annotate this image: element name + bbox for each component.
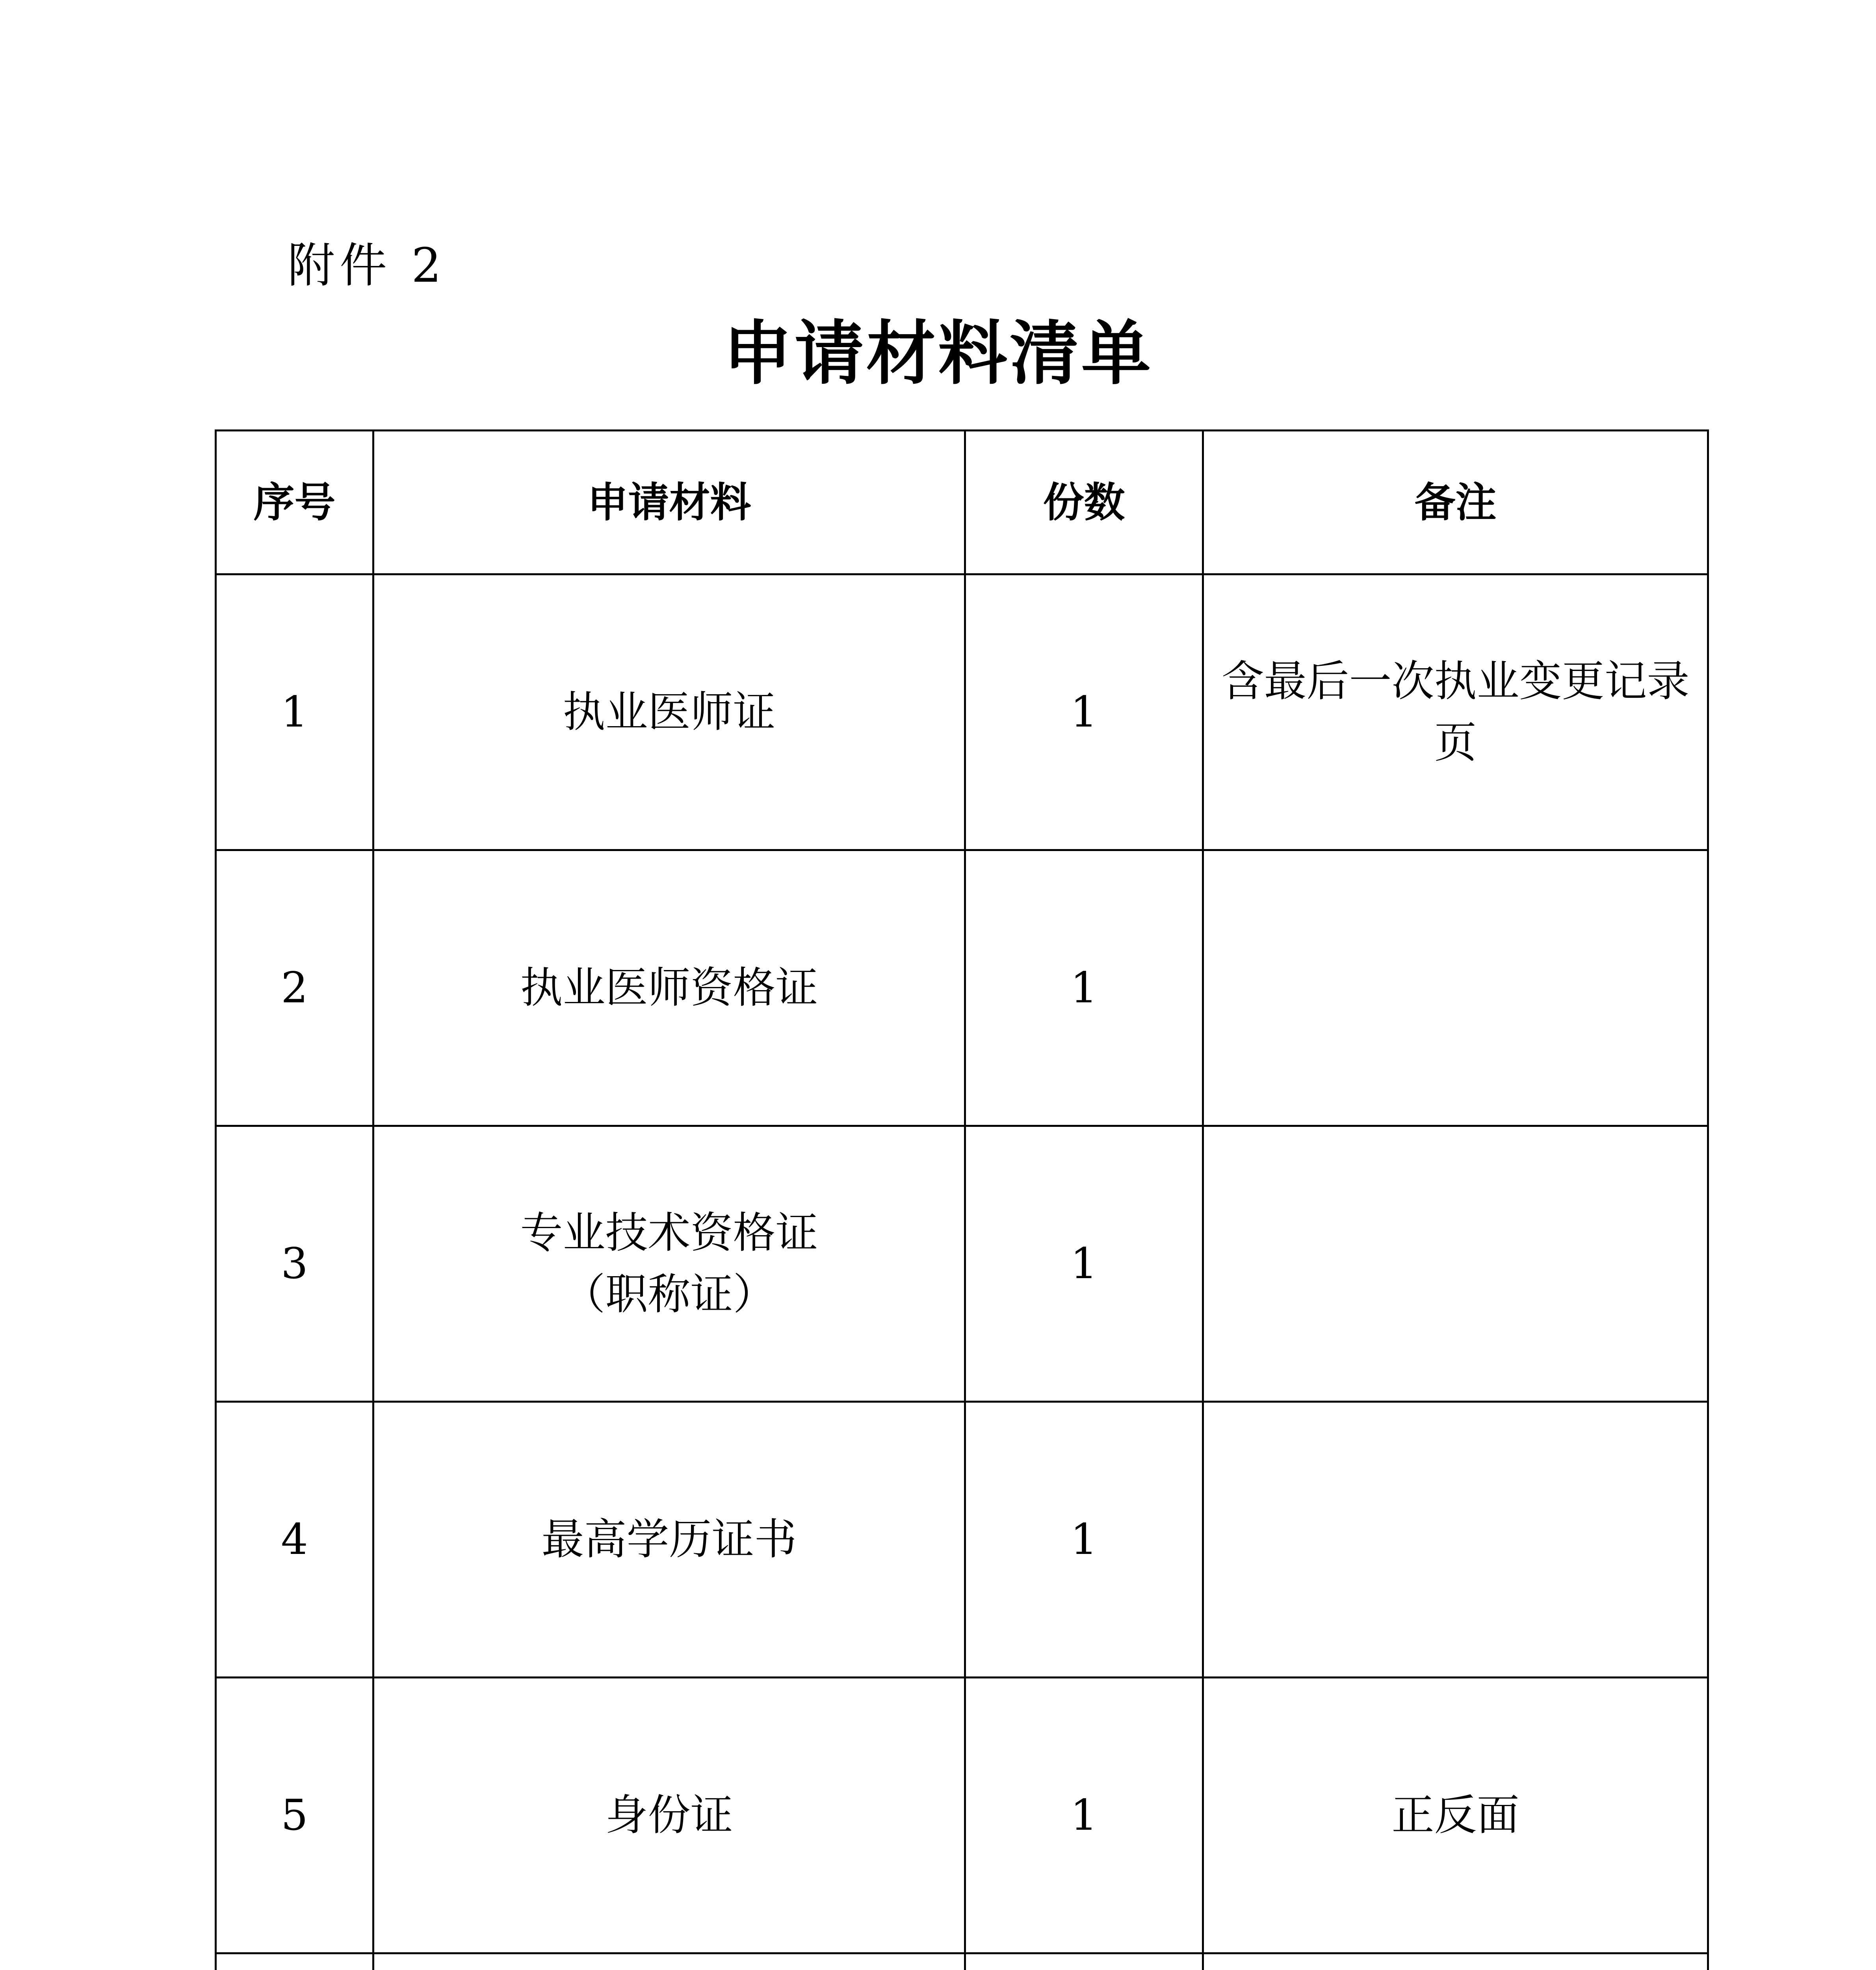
row-no [216, 1953, 373, 1970]
table-row [216, 574, 1708, 850]
table-row [216, 1953, 1708, 1970]
table-row [216, 1126, 1708, 1402]
row-copies [965, 1953, 1203, 1970]
row-material [373, 1953, 965, 1970]
table-row [216, 1402, 1708, 1678]
row-no: 2 [216, 850, 373, 1126]
column-header-remark: 备注 [1203, 431, 1708, 574]
row-no: 1 [216, 574, 373, 850]
row-material: 最高学历证书 [373, 1402, 965, 1678]
attachment-label: 附件 2 [288, 238, 446, 293]
row-copies: 1 [965, 1126, 1203, 1402]
row-remark: 正反面 [1203, 1678, 1708, 1953]
column-header-no: 序号 [216, 431, 373, 574]
column-header-material: 申请材料 [373, 431, 965, 574]
table-header-row [216, 431, 1708, 574]
row-material-line2: （职称证） [563, 1269, 776, 1319]
row-remark [1203, 850, 1708, 1126]
row-material: 执业医师资格证 [373, 850, 965, 1126]
row-copies: 1 [965, 1402, 1203, 1678]
document-title: 申请材料清单 [723, 313, 1153, 394]
row-no: 5 [216, 1678, 373, 1953]
row-copies: 1 [965, 850, 1203, 1126]
row-remark: 含最后一次执业变更记录页 [1203, 574, 1708, 850]
row-material: 执业医师证 [373, 574, 965, 850]
column-header-copies: 份数 [965, 431, 1203, 574]
table-row [216, 1678, 1708, 1953]
row-remark [1203, 1126, 1708, 1402]
row-remark [1203, 1402, 1708, 1678]
row-copies: 1 [965, 1678, 1203, 1953]
row-material [373, 1126, 965, 1402]
table-row [216, 850, 1708, 1126]
row-no: 3 [216, 1126, 373, 1402]
row-remark [1203, 1953, 1708, 1970]
row-no: 4 [216, 1402, 373, 1678]
row-material: 身份证 [373, 1678, 965, 1953]
materials-table [215, 429, 1709, 1970]
row-material-line1: 专业技术资格证 [520, 1208, 818, 1258]
row-copies: 1 [965, 574, 1203, 850]
